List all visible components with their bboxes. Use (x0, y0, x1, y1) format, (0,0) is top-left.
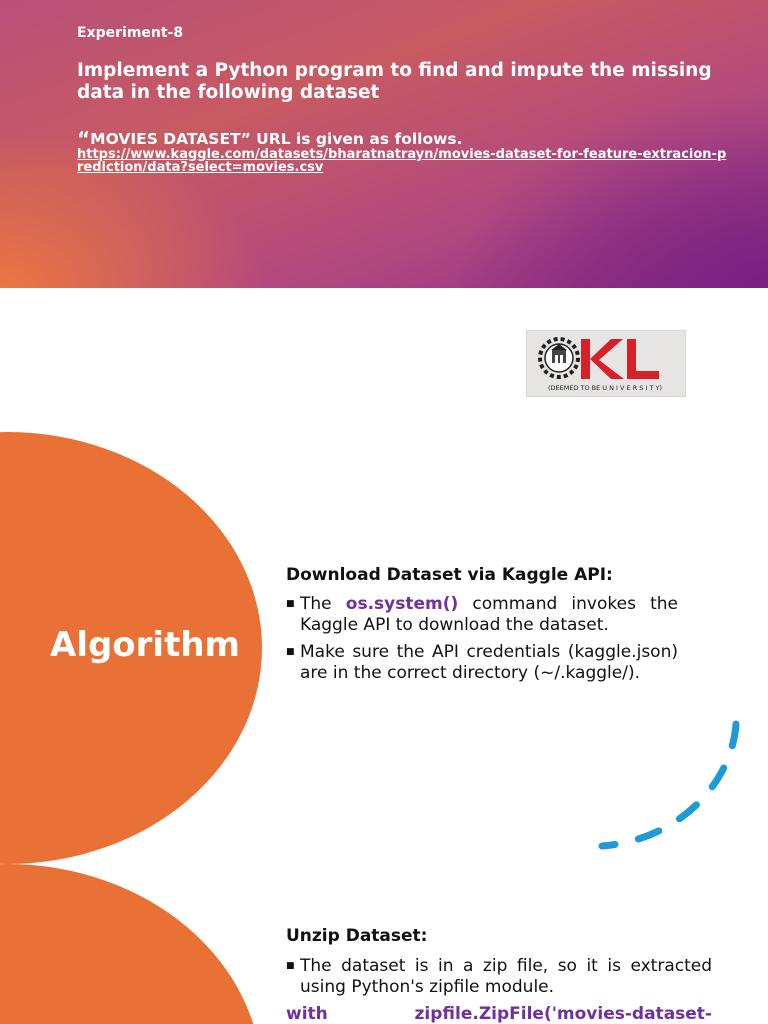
university-logo (526, 330, 686, 397)
code-keyword: os.system() (345, 594, 459, 614)
code-line (286, 1004, 712, 1024)
section-title-unzip: Unzip Dataset: (286, 926, 428, 946)
orange-half-circle (0, 864, 262, 1024)
list-item: ■ The dataset is in a zip file, so it is extracted using Python's zipfile module. (286, 956, 712, 998)
bullet-text: command invokes the Kaggle API to download the dataset. (300, 594, 678, 635)
title-banner (0, 0, 768, 288)
unzip-bullet-list (286, 956, 712, 998)
algorithm-slide (0, 432, 768, 864)
dataset-link[interactable]: https://www.kaggle.com/datasets/bharatnatrayn/movies-dataset-for-feature-extracion-prediction/data?select=movies.csv (77, 147, 727, 175)
bullet-text: The (300, 594, 346, 614)
logo-slide (0, 288, 768, 432)
dashed-arc-decoration (590, 712, 750, 852)
algorithm-heading: Algorithm (50, 625, 240, 665)
logo-caption: (DEEMED TO BE U N I V E R S I T Y) (547, 384, 663, 392)
list-item (286, 594, 678, 636)
code-statement: zipfile.ZipFile('movies-dataset- (414, 1004, 712, 1024)
aim-heading: Implement a Python program to find and impute the missing data in the following dataset (77, 60, 712, 103)
experiment-label: Experiment-8 (77, 25, 184, 41)
list-item: ■ Make sure the API credentials (kaggle.json) are in the correct directory (~/.kaggle/). (286, 642, 678, 684)
download-bullet-list (286, 594, 678, 684)
code-keyword-with: with (286, 1004, 328, 1024)
url-heading-text: MOVIES DATASET” URL is given as follows. (90, 130, 463, 148)
unzip-slide (0, 864, 768, 1024)
kl-emblem-icon (527, 331, 685, 396)
open-quote: “ (77, 127, 91, 151)
section-title-download: Download Dataset via Kaggle API: (286, 565, 613, 585)
